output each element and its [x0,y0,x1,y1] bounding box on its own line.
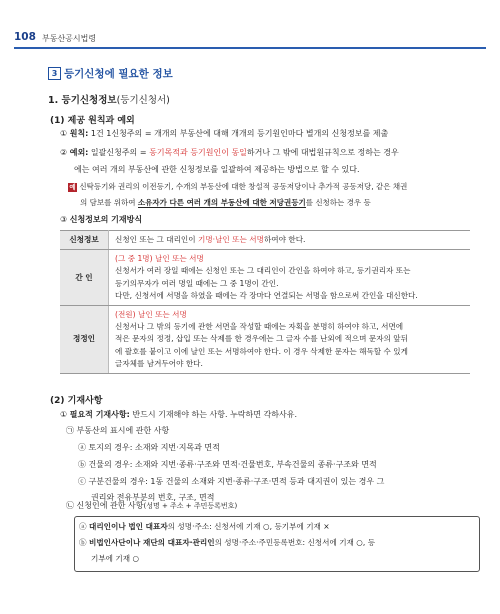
row-line: 글자체를 남겨두어야 한다. [115,358,203,368]
row-highlight: 기명·날인 또는 서명 [198,235,264,244]
applicant-paren: (성명 + 주소 + 주민등록번호) [143,502,238,510]
box-item-b [79,537,375,549]
required-label: 필요적 기재사항: [69,410,130,419]
row-content [109,250,471,306]
table-row [60,231,470,250]
principle-item [60,128,388,140]
example-icon: 예 [69,182,76,191]
running-title: 부동산공시법령 [42,34,97,43]
box-b-text: 의 성명·주소·주민등록번호: 신청서에 기재 ○, 등 [214,538,376,547]
row-label: 정정인 [60,306,109,374]
row-tag: (그 중 1명) 날인 또는 서명 [115,254,204,264]
building-text: 건물의 경우: 소재와 지번·종류·구조와 면적·건물번호, 부속건물의 종류·구조와 면적 [88,460,377,469]
item-mark: ② [60,148,68,157]
row-line: 다만, 신청서에 서명을 하였을 때에는 각 장마다 연결되는 서명을 함으로써 간인을 대신한다. [115,290,418,300]
item-mark: ㉡ [66,501,74,510]
unit-building-item [78,476,384,488]
format-label: 신청정보의 기재방식 [69,215,143,224]
item-mark: ⓑ [78,460,86,469]
example-line1: 신탁등기와 권리의 이전등기, 수개의 부동산에 대한 창설적 공동저당이나 추가적 공동저당, 같은 채권 [79,182,408,191]
row-text-tail: 하여야 한다. [263,235,306,244]
box-a-bold: 대리인이나 법인 대표자 [89,522,168,531]
format-item [60,214,142,226]
header-divider [14,47,486,49]
row-content [109,306,471,374]
page-number: 108 [14,31,36,43]
row-line: 신청서가 여러 장일 때에는 신청인 또는 그 대리인이 간인을 하여야 하고, 등기권리자 또는 [115,266,411,276]
item-mark: ⓒ [78,477,86,486]
table-row [60,306,470,374]
row-text: 신청인 또는 그 대리인이 [115,235,199,244]
row-line: 신청서나 그 밖의 등기에 관한 서면을 작성할 때에는 자획을 분명히 하여야 하고, 서면에 [115,322,404,332]
heading-1 [48,92,170,106]
table-row [60,250,470,306]
section-title: 등기신청에 필요한 정보 [64,68,173,80]
row-label: 신청정보 [60,231,109,250]
unit-building-line2: 권리와 전유부분의 번호, 구조, 면적 [91,493,215,502]
subheading-1: (1) 제공 원칙과 예외 [50,116,135,126]
required-text: 반드시 기재해야 하는 사항. 누락하면 각하사유. [132,410,297,419]
property-item [66,425,169,437]
exception-item [60,147,399,159]
exception-text: 일괄신청주의 = [90,148,150,157]
property-text: 부동산의 표시에 관한 사항 [76,426,170,435]
heading-1-paren: (등기신청서) [116,95,170,106]
example-line2-text: 의 담보를 위하여 [80,198,138,207]
required-item [60,409,297,421]
exception-text-tail: 하거나 그 밖에 대법원규칙으로 정하는 경우 [246,148,399,157]
box-b-bold: 비법인사단이나 재단의 대표자·관리인 [89,538,215,547]
row-line: 에 괄호를 붙이고 이에 날인 또는 서명하여야 한다. 이 경우 삭제한 문자는 해독할 수 있게 [115,346,408,356]
land-text: 토지의 경우: 소재와 지번·지목과 면적 [88,443,220,452]
exception-highlight: 동기목적과 등기원인이 동일 [149,148,247,157]
item-mark: ⓐ [78,443,86,452]
example-line2-tail: 를 신청하는 경우 등 [305,198,371,207]
heading-1-text: 1. 등기신청정보 [48,95,117,106]
example-underlined: 소유자가 다른 여러 개의 부동산에 대한 저당권등기 [137,198,306,207]
example-note [68,181,407,193]
box-item-a [79,521,330,533]
building-item [78,459,377,471]
unit-building-text: 구분건물의 경우: 1동 건물의 소재와 지번·종류·구조·면적 등과 대지권이 있는 경우 그 [88,477,385,486]
item-mark: ⓐ [79,522,87,531]
example-line2 [80,197,371,209]
section-number-box: 3 [48,67,61,80]
box-a-text: 의 성명·주소: 신청서에 기재 ○, 등기부에 기재 × [167,522,330,531]
format-table [60,230,470,374]
item-mark: ① [60,410,68,419]
row-content [109,231,471,250]
subheading-2: (2) 기재사항 [50,396,103,406]
row-tag: (전원) 날인 또는 서명 [115,310,187,320]
item-mark: ① [60,129,68,138]
applicant-text: 신청인에 관한 사항 [76,501,144,510]
principle-text: 1건 1신청주의 = 개개의 부동산에 대해 개개의 등기원인마다 별개의 신청정보를 제출 [90,129,389,138]
applicant-item [66,500,237,512]
box-item-b-line2: 기부에 기재 ○ [91,554,140,563]
item-mark: ⓑ [79,538,87,547]
row-line: 등기의무자가 여러 명일 때에는 그 중 1명이 간인. [115,278,279,288]
principle-label: 원칙: [69,129,89,138]
item-mark: ㉠ [66,426,74,435]
row-label: 간 인 [60,250,109,306]
item-mark: ③ [60,215,68,224]
exception-line2: 에는 여러 개의 부동산에 관한 신청정보를 일괄하여 제공하는 방법으로 할 수 있다. [74,165,360,174]
row-line: 적은 문자의 정정, 삽입 또는 삭제를 한 경우에는 그 글자 수를 난외에 적으며 문자의 앞뒤 [115,334,408,344]
land-item [78,442,220,454]
exception-label: 예외: [69,148,89,157]
